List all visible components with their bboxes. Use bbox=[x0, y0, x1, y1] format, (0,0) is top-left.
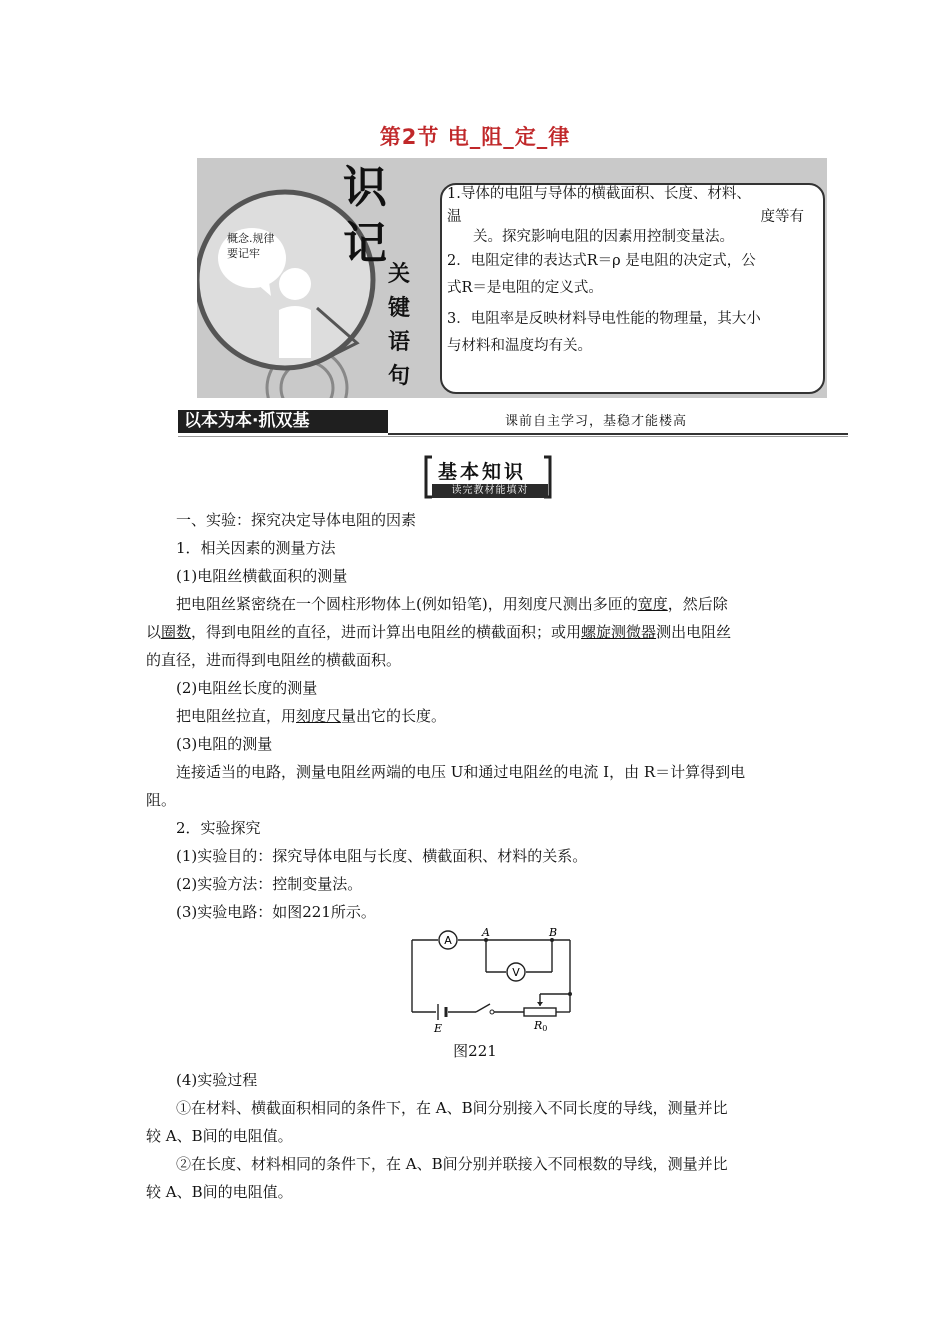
paragraph-line: 较 A、B间的电阻值。 bbox=[146, 1183, 293, 1201]
key-point-fragment: 温 bbox=[447, 209, 462, 225]
side-title-char: 关 bbox=[388, 262, 411, 287]
text-run: 把电阻丝紧密绕在一个圆柱形物体上(例如铅笔)，用刻度尺测出多匝的 bbox=[176, 595, 638, 613]
slider-arrow bbox=[537, 1002, 543, 1006]
rheostat-letter: R bbox=[534, 1019, 543, 1032]
side-title-big bbox=[343, 160, 387, 272]
node-b-label: B bbox=[549, 926, 558, 939]
key-point-1-line: 1.导体的电阻与导体的横截面积、长度、材料、 bbox=[447, 186, 751, 202]
subheading: (3)电阻的测量 bbox=[176, 735, 273, 753]
section-bar-right: 课前自主学习，基稳才能楼高 bbox=[505, 414, 688, 429]
side-title-char: 语 bbox=[388, 330, 411, 355]
key-point-1-line bbox=[447, 208, 812, 226]
key-point-fragment: 度等有 bbox=[760, 209, 804, 225]
paragraph-line: 的直径，进而得到电阻丝的横截面积。 bbox=[146, 651, 402, 669]
side-title-char: 键 bbox=[388, 296, 411, 321]
battery-label: E bbox=[434, 1022, 443, 1035]
rheostat-body bbox=[524, 1008, 556, 1016]
rheostat-subscript: 0 bbox=[542, 1024, 548, 1033]
badge-title: 基本知识 bbox=[438, 461, 527, 483]
subheading: (4)实验过程 bbox=[176, 1071, 258, 1089]
key-points-text bbox=[447, 181, 812, 360]
side-title-char: 记 bbox=[343, 218, 387, 269]
paragraph-line: 连接适当的电路，测量电阻丝两端的电压 U和通过电阻丝的电流 I，由 R＝计算得到电 bbox=[176, 763, 746, 781]
subheading: (1)电阻丝横截面积的测量 bbox=[176, 567, 348, 585]
bubble-text: 概念.规律 要记牢 bbox=[227, 232, 275, 260]
paragraph-line: ②在长度、材料相同的条件下，在 A、B间分别并联接入不同根数的导线，测量并比 bbox=[176, 1155, 728, 1173]
section-divider bbox=[388, 433, 848, 435]
section-bar-left: 以本为本·抓双基 bbox=[178, 410, 388, 433]
voltmeter-label: V bbox=[512, 966, 520, 979]
fill-in-answer: 宽度 bbox=[637, 595, 668, 613]
text-run: 量出它的长度。 bbox=[341, 707, 447, 725]
rheostat-label bbox=[533, 1019, 547, 1033]
paragraph-line: 较 A、B间的电阻值。 bbox=[146, 1127, 293, 1145]
text-run: ，然后除 bbox=[667, 595, 728, 613]
section-divider bbox=[178, 436, 848, 437]
heading-1-1: 1．相关因素的测量方法 bbox=[176, 539, 336, 557]
page-title: 第2节 电_阻_定_律 bbox=[379, 125, 571, 149]
figure-caption: 图221 bbox=[453, 1042, 497, 1060]
fill-in-answer: 圈数 bbox=[161, 623, 192, 641]
paragraph-line bbox=[146, 618, 826, 646]
fill-in-answer: 刻度尺 bbox=[296, 707, 342, 725]
heading-1: 一、实验：探究决定导体电阻的因素 bbox=[176, 511, 417, 529]
text-run: 以 bbox=[146, 623, 162, 641]
paragraph-line bbox=[176, 702, 446, 730]
side-title-char: 句 bbox=[388, 364, 411, 389]
text-run: 把电阻丝拉直，用 bbox=[176, 707, 297, 725]
circuit-diagram bbox=[408, 926, 578, 1036]
subheading: (2)电阻丝长度的测量 bbox=[176, 679, 318, 697]
key-point-2-line: 2．电阻定律的表达式R＝ρ 是电阻的决定式，公 bbox=[447, 253, 756, 269]
paragraph-line: (1)实验目的：探究导体电阻与长度、横截面积、材料的关系。 bbox=[176, 847, 588, 865]
text-run: ，得到电阻丝的直径，进而计算出电阻丝的横截面积；或用 bbox=[191, 623, 582, 641]
key-point-3-line: 与材料和温度均有关。 bbox=[447, 338, 592, 354]
text-run: 测出电阻丝 bbox=[656, 623, 732, 641]
node-a-label: A bbox=[482, 926, 490, 939]
side-title-char: 识 bbox=[343, 162, 387, 213]
paragraph-line: ①在材料、横截面积相同的条件下，在 A、B间分别接入不同长度的导线，测量并比 bbox=[176, 1099, 728, 1117]
paragraph-line: (2)实验方法：控制变量法。 bbox=[176, 875, 363, 893]
ammeter-label: A bbox=[444, 934, 452, 947]
node-dot bbox=[568, 992, 572, 996]
heading-1-2: 2．实验探究 bbox=[176, 819, 261, 837]
paragraph-line: (3)实验电路：如图221所示。 bbox=[176, 903, 376, 921]
paragraph-line bbox=[176, 590, 816, 618]
side-title-small bbox=[388, 258, 410, 398]
paragraph-line: 阻。 bbox=[146, 791, 177, 809]
key-point-2-line: 式R＝是电阻的定义式。 bbox=[447, 280, 603, 296]
badge-subtitle: 读完教材能填对 bbox=[432, 484, 548, 498]
fill-in-answer: 螺旋测微器 bbox=[581, 623, 657, 641]
switch-contact bbox=[490, 1010, 494, 1014]
key-point-3-line: 3．电阻率是反映材料导电性能的物理量，其大小 bbox=[447, 311, 761, 327]
key-point-1-line: 关。探究影响电阻的因素用控制变量法。 bbox=[473, 229, 734, 245]
